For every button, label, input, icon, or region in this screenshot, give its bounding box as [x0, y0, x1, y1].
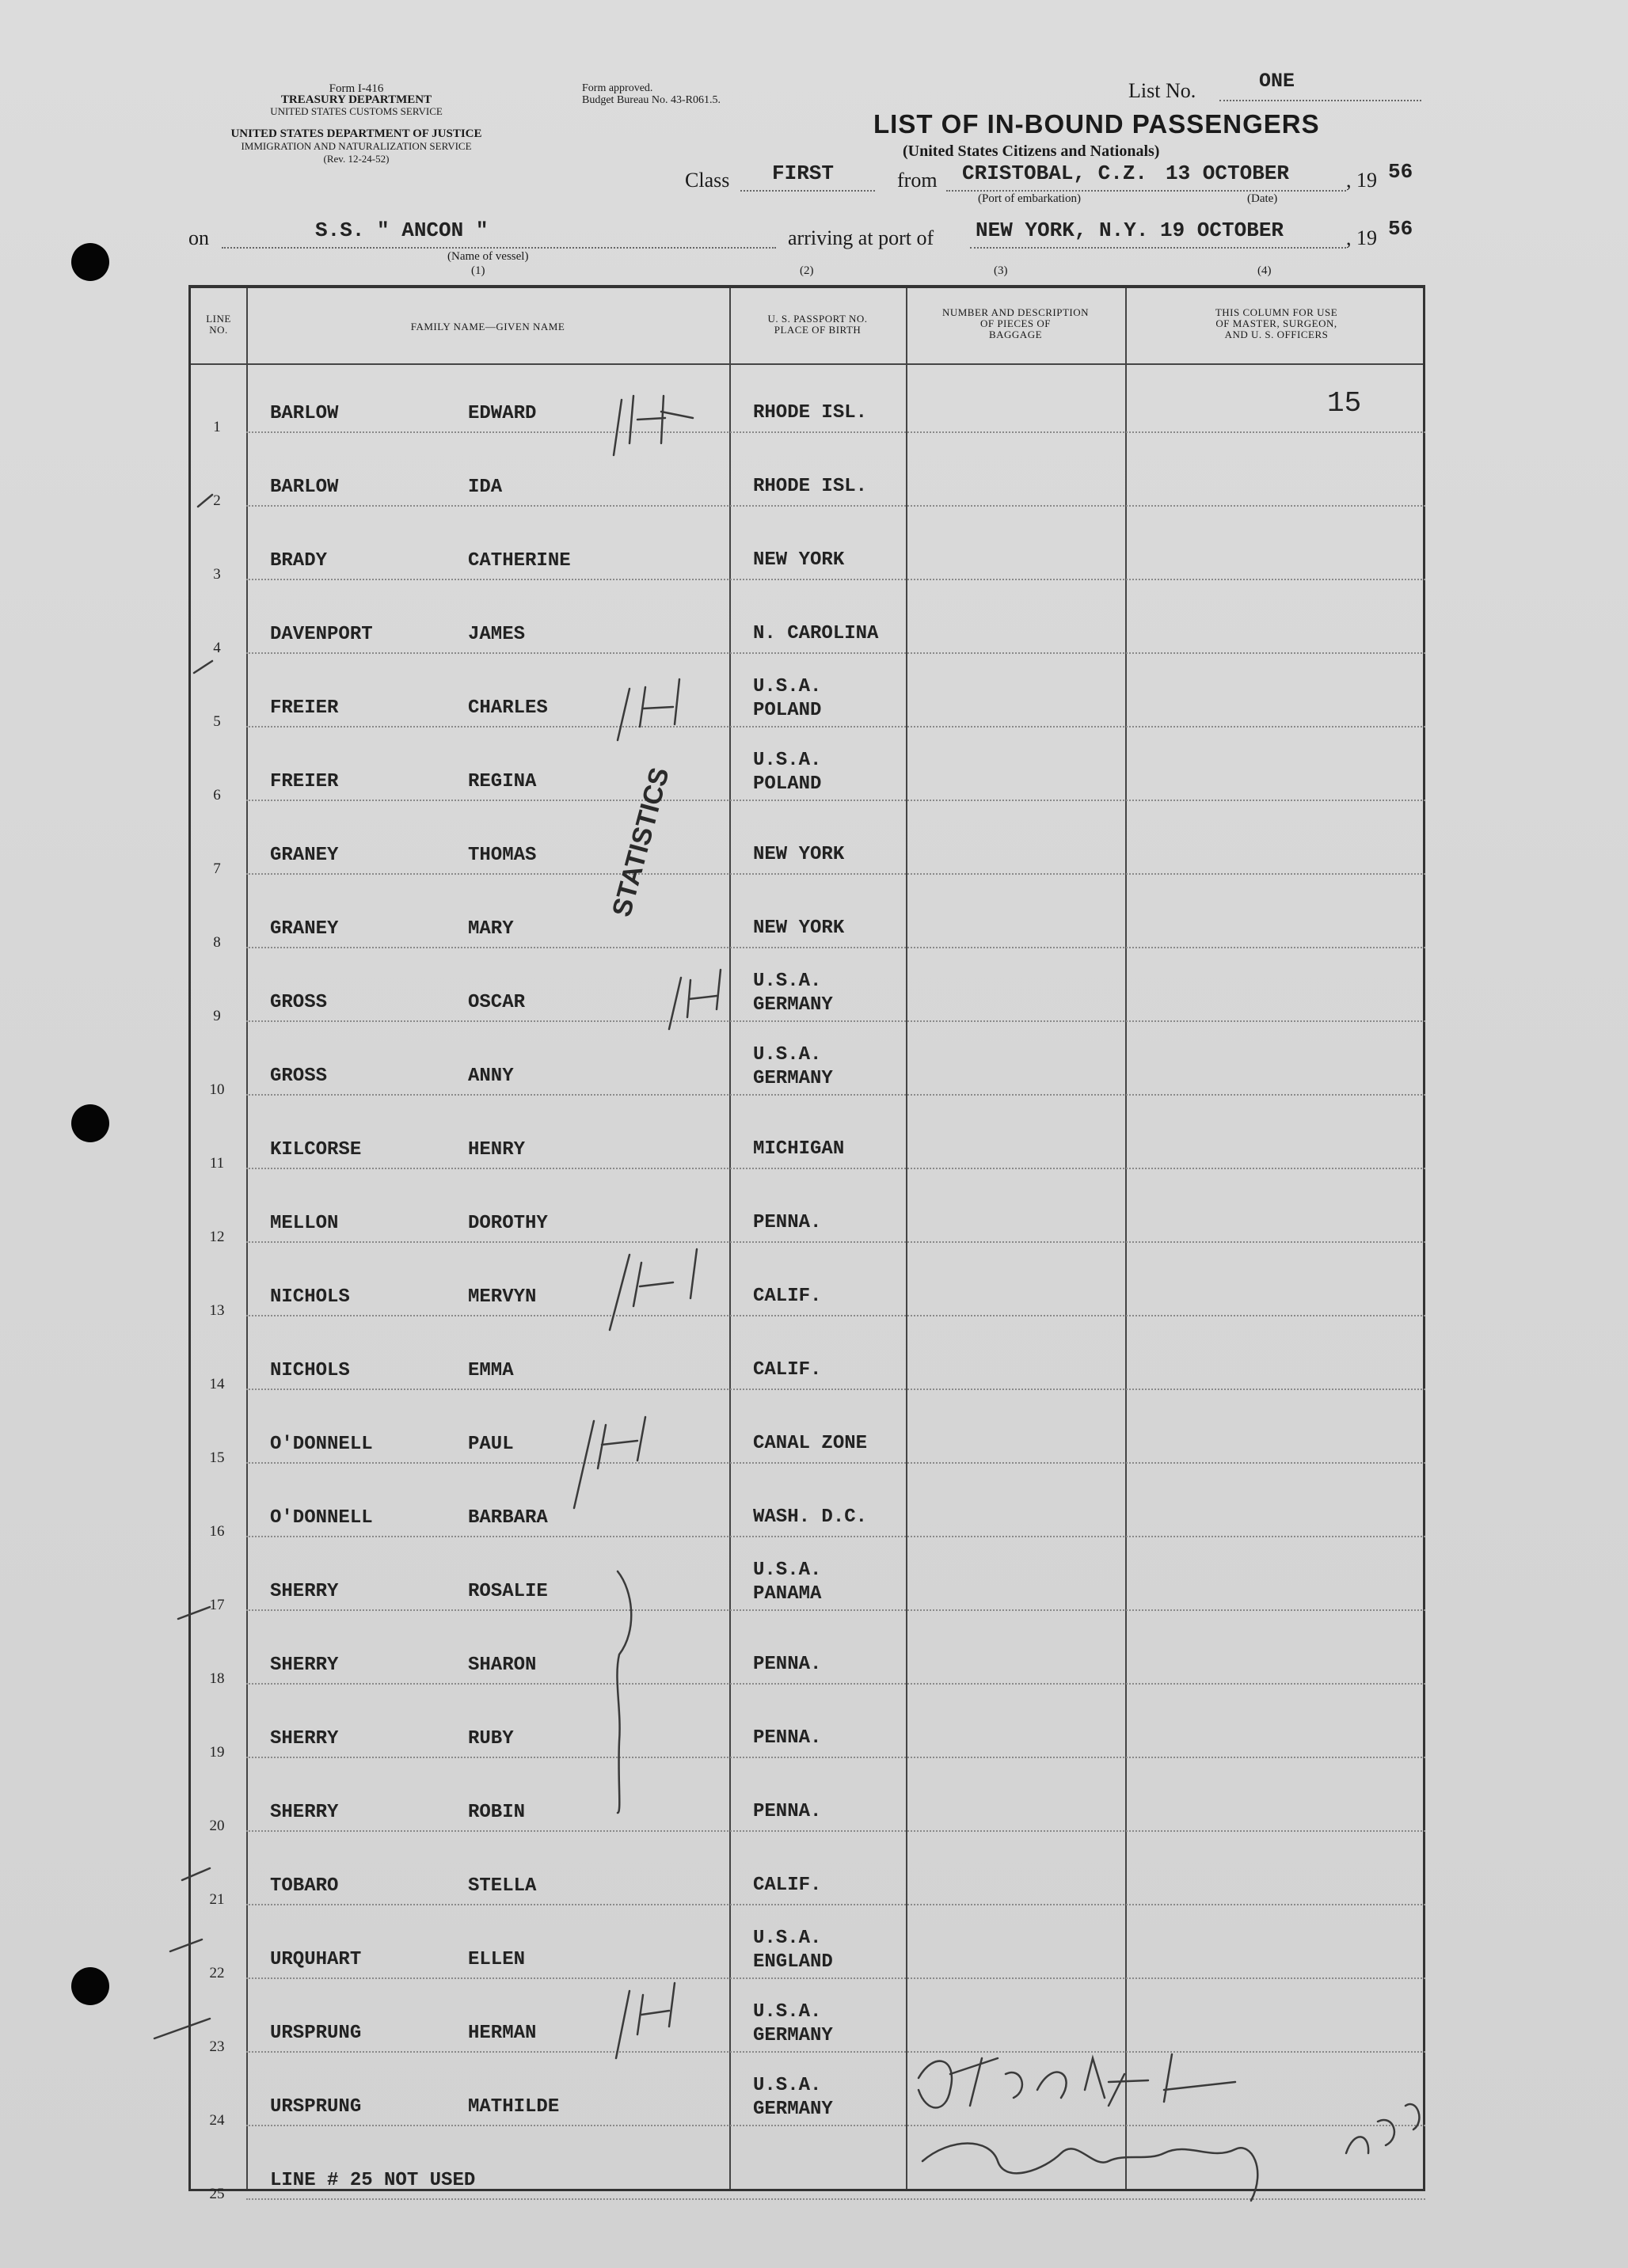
- place-of-birth-line: U.S.A.: [753, 1928, 822, 1949]
- family-name: KILCORSE: [270, 1139, 362, 1161]
- place-of-birth-line: PENNA.: [753, 1654, 822, 1675]
- arrival-date: 19 OCTOBER: [1160, 218, 1284, 242]
- place-of-birth-line: U.S.A.: [753, 971, 822, 992]
- line-number: 23: [209, 2038, 225, 2055]
- list-no-value: ONE: [1259, 70, 1295, 93]
- given-name: ROSALIE: [468, 1581, 548, 1602]
- place-of-birth-line: N. CAROLINA: [753, 623, 879, 644]
- class-label: Class: [685, 169, 730, 192]
- given-name: EMMA: [468, 1360, 514, 1381]
- family-name: LINE # 25 NOT USED: [270, 2170, 476, 2191]
- form-revision: (Rev. 12-24-52): [323, 153, 390, 165]
- date-caption: (Date): [1247, 192, 1278, 205]
- family-name: URQUHART: [270, 1949, 362, 1970]
- place-of-birth-line: GERMANY: [753, 2025, 833, 2046]
- given-name: RUBY: [468, 1728, 514, 1749]
- line-number: 5: [213, 713, 221, 730]
- line-number: 7: [213, 860, 221, 877]
- column-number-4: (4): [1257, 264, 1272, 277]
- arrival-port: NEW YORK, N.Y.: [976, 218, 1149, 242]
- family-name: O'DONNELL: [270, 1434, 373, 1455]
- given-name: IDA: [468, 477, 503, 498]
- line-number: 24: [209, 2112, 225, 2129]
- place-of-birth-line: POLAND: [753, 773, 822, 795]
- year-prefix-1: , 19: [1346, 169, 1377, 192]
- given-name: MERVYN: [468, 1286, 537, 1308]
- given-name: HERMAN: [468, 2023, 537, 2044]
- family-name: FREIER: [270, 771, 339, 792]
- form-service2: IMMIGRATION AND NATURALIZATION SERVICE: [241, 140, 472, 152]
- place-of-birth-line: PANAMA: [753, 1583, 822, 1605]
- place-of-birth-line: U.S.A.: [753, 2075, 822, 2096]
- given-name: STELLA: [468, 1875, 537, 1897]
- place-of-birth-line: WASH. D.C.: [753, 1506, 868, 1528]
- family-name: GROSS: [270, 1066, 328, 1087]
- column-number-2: (2): [800, 264, 814, 277]
- family-name: TOBARO: [270, 1875, 339, 1897]
- statistics-stamp: STATISTICS: [607, 764, 675, 921]
- on-label: on: [188, 226, 209, 249]
- family-name: MELLON: [270, 1213, 339, 1234]
- family-name: SHERRY: [270, 1654, 339, 1676]
- header-officers: THIS COLUMN FOR USE OF MASTER, SURGEON, AND U. S. OFFICERS: [1215, 306, 1338, 340]
- place-of-birth-line: GERMANY: [753, 2099, 833, 2120]
- line-number: 17: [209, 1597, 225, 1613]
- given-name: HENRY: [468, 1139, 526, 1161]
- page-subtitle: (United States Citizens and Nationals): [903, 142, 1160, 160]
- line-number: 1: [213, 419, 221, 435]
- form-dept: TREASURY DEPARTMENT: [280, 93, 432, 106]
- class-value: FIRST: [772, 161, 835, 185]
- line-number: 25: [209, 2186, 225, 2202]
- budget-number: Budget Bureau No. 43-R061.5.: [582, 94, 721, 106]
- place-of-birth-line: ENGLAND: [753, 1951, 833, 1973]
- place-of-birth-line: CANAL ZONE: [753, 1433, 868, 1454]
- header-passport: U. S. PASSPORT NO. PLACE OF BIRTH: [767, 313, 868, 336]
- place-of-birth-line: PENNA.: [753, 1801, 822, 1822]
- place-of-birth-line: MICHIGAN: [753, 1138, 845, 1160]
- given-name: ANNY: [468, 1066, 514, 1087]
- form-approved: Form approved.: [582, 82, 653, 94]
- header-line-no: LINE NO.: [206, 313, 231, 336]
- given-name: JAMES: [468, 624, 526, 645]
- family-name: URSPRUNG: [270, 2096, 362, 2118]
- embarkation-date: 13 OCTOBER: [1166, 161, 1290, 185]
- year-2: 56: [1388, 217, 1413, 241]
- family-name: O'DONNELL: [270, 1507, 373, 1529]
- place-of-birth-line: U.S.A.: [753, 750, 822, 771]
- form-dept2: UNITED STATES DEPARTMENT OF JUSTICE: [230, 127, 482, 140]
- family-name: GROSS: [270, 992, 328, 1013]
- officer-note: 15: [1327, 387, 1362, 420]
- line-number: 9: [213, 1008, 221, 1024]
- given-name: BARBARA: [468, 1507, 548, 1529]
- vessel-name: S.S. " ANCON ": [315, 218, 489, 242]
- line-number: 2: [213, 492, 221, 509]
- line-number: 22: [209, 1965, 225, 1981]
- form-service: UNITED STATES CUSTOMS SERVICE: [270, 105, 443, 117]
- column-number-3: (3): [994, 264, 1008, 277]
- arriving-label: arriving at port of: [788, 226, 934, 249]
- line-number: 10: [209, 1081, 225, 1098]
- place-of-birth-line: CALIF.: [753, 1875, 822, 1896]
- family-name: FREIER: [270, 697, 339, 719]
- line-number: 21: [209, 1891, 225, 1908]
- from-label: from: [897, 169, 938, 192]
- family-name: BRADY: [270, 550, 328, 572]
- form-number: Form I-416: [329, 82, 384, 95]
- line-number: 3: [213, 566, 221, 583]
- line-number: 19: [209, 1744, 225, 1761]
- given-name: PAUL: [468, 1434, 514, 1455]
- header-name: FAMILY NAME—GIVEN NAME: [410, 321, 565, 332]
- family-name: NICHOLS: [270, 1286, 350, 1308]
- line-number: 14: [209, 1376, 225, 1392]
- given-name: MATHILDE: [468, 2096, 560, 2118]
- line-number: 20: [209, 1818, 225, 1834]
- page-title: LIST OF IN-BOUND PASSENGERS: [873, 109, 1320, 139]
- line-number: 8: [213, 934, 221, 951]
- line-number: 18: [209, 1670, 225, 1687]
- place-of-birth-line: RHODE ISL.: [753, 476, 868, 497]
- place-of-birth-line: U.S.A.: [753, 1559, 822, 1581]
- family-name: URSPRUNG: [270, 2023, 362, 2044]
- place-of-birth-line: RHODE ISL.: [753, 402, 868, 424]
- place-of-birth-line: U.S.A.: [753, 676, 822, 697]
- line-number: 16: [209, 1523, 225, 1540]
- list-no-label: List No.: [1128, 79, 1196, 102]
- line-number: 12: [209, 1229, 225, 1245]
- place-of-birth-line: U.S.A.: [753, 1044, 822, 1066]
- vessel-caption: (Name of vessel): [447, 250, 529, 263]
- family-name: SHERRY: [270, 1728, 339, 1749]
- place-of-birth-line: PENNA.: [753, 1727, 822, 1749]
- family-name: GRANEY: [270, 918, 339, 940]
- place-of-birth-line: CALIF.: [753, 1286, 822, 1307]
- line-number: 6: [213, 787, 221, 803]
- place-of-birth-line: POLAND: [753, 700, 822, 721]
- given-name: ROBIN: [468, 1802, 526, 1823]
- year-1: 56: [1388, 160, 1413, 184]
- column-number-1: (1): [471, 264, 485, 277]
- given-name: SHARON: [468, 1654, 537, 1676]
- place-of-birth-line: PENNA.: [753, 1212, 822, 1233]
- line-number: 4: [213, 640, 221, 656]
- line-number: 15: [209, 1449, 225, 1466]
- embarkation-port: CRISTOBAL, C.Z.: [962, 161, 1148, 185]
- place-of-birth-line: NEW YORK: [753, 549, 845, 571]
- place-of-birth-line: NEW YORK: [753, 917, 845, 939]
- family-name: SHERRY: [270, 1802, 339, 1823]
- family-name: GRANEY: [270, 845, 339, 866]
- family-name: SHERRY: [270, 1581, 339, 1602]
- place-of-birth-line: CALIF.: [753, 1359, 822, 1381]
- embarkation-caption: (Port of embarkation): [978, 192, 1081, 205]
- line-number: 13: [209, 1302, 225, 1319]
- given-name: REGINA: [468, 771, 537, 792]
- place-of-birth-line: GERMANY: [753, 994, 833, 1016]
- given-name: DOROTHY: [468, 1213, 548, 1234]
- family-name: NICHOLS: [270, 1360, 350, 1381]
- given-name: CHARLES: [468, 697, 548, 719]
- given-name: ELLEN: [468, 1949, 526, 1970]
- year-prefix-2: , 19: [1346, 226, 1377, 249]
- place-of-birth-line: U.S.A.: [753, 2001, 822, 2023]
- given-name: THOMAS: [468, 845, 537, 866]
- family-name: BARLOW: [270, 403, 339, 424]
- header-baggage: NUMBER AND DESCRIPTION OF PIECES OF BAGGAGE: [941, 306, 1090, 340]
- given-name: CATHERINE: [468, 550, 571, 572]
- family-name: DAVENPORT: [270, 624, 373, 645]
- place-of-birth-line: NEW YORK: [753, 844, 845, 865]
- given-name: MARY: [468, 918, 514, 940]
- given-name: OSCAR: [468, 992, 526, 1013]
- family-name: BARLOW: [270, 477, 339, 498]
- place-of-birth-line: GERMANY: [753, 1068, 833, 1089]
- line-number: 11: [209, 1155, 225, 1172]
- given-name: EDWARD: [468, 403, 537, 424]
